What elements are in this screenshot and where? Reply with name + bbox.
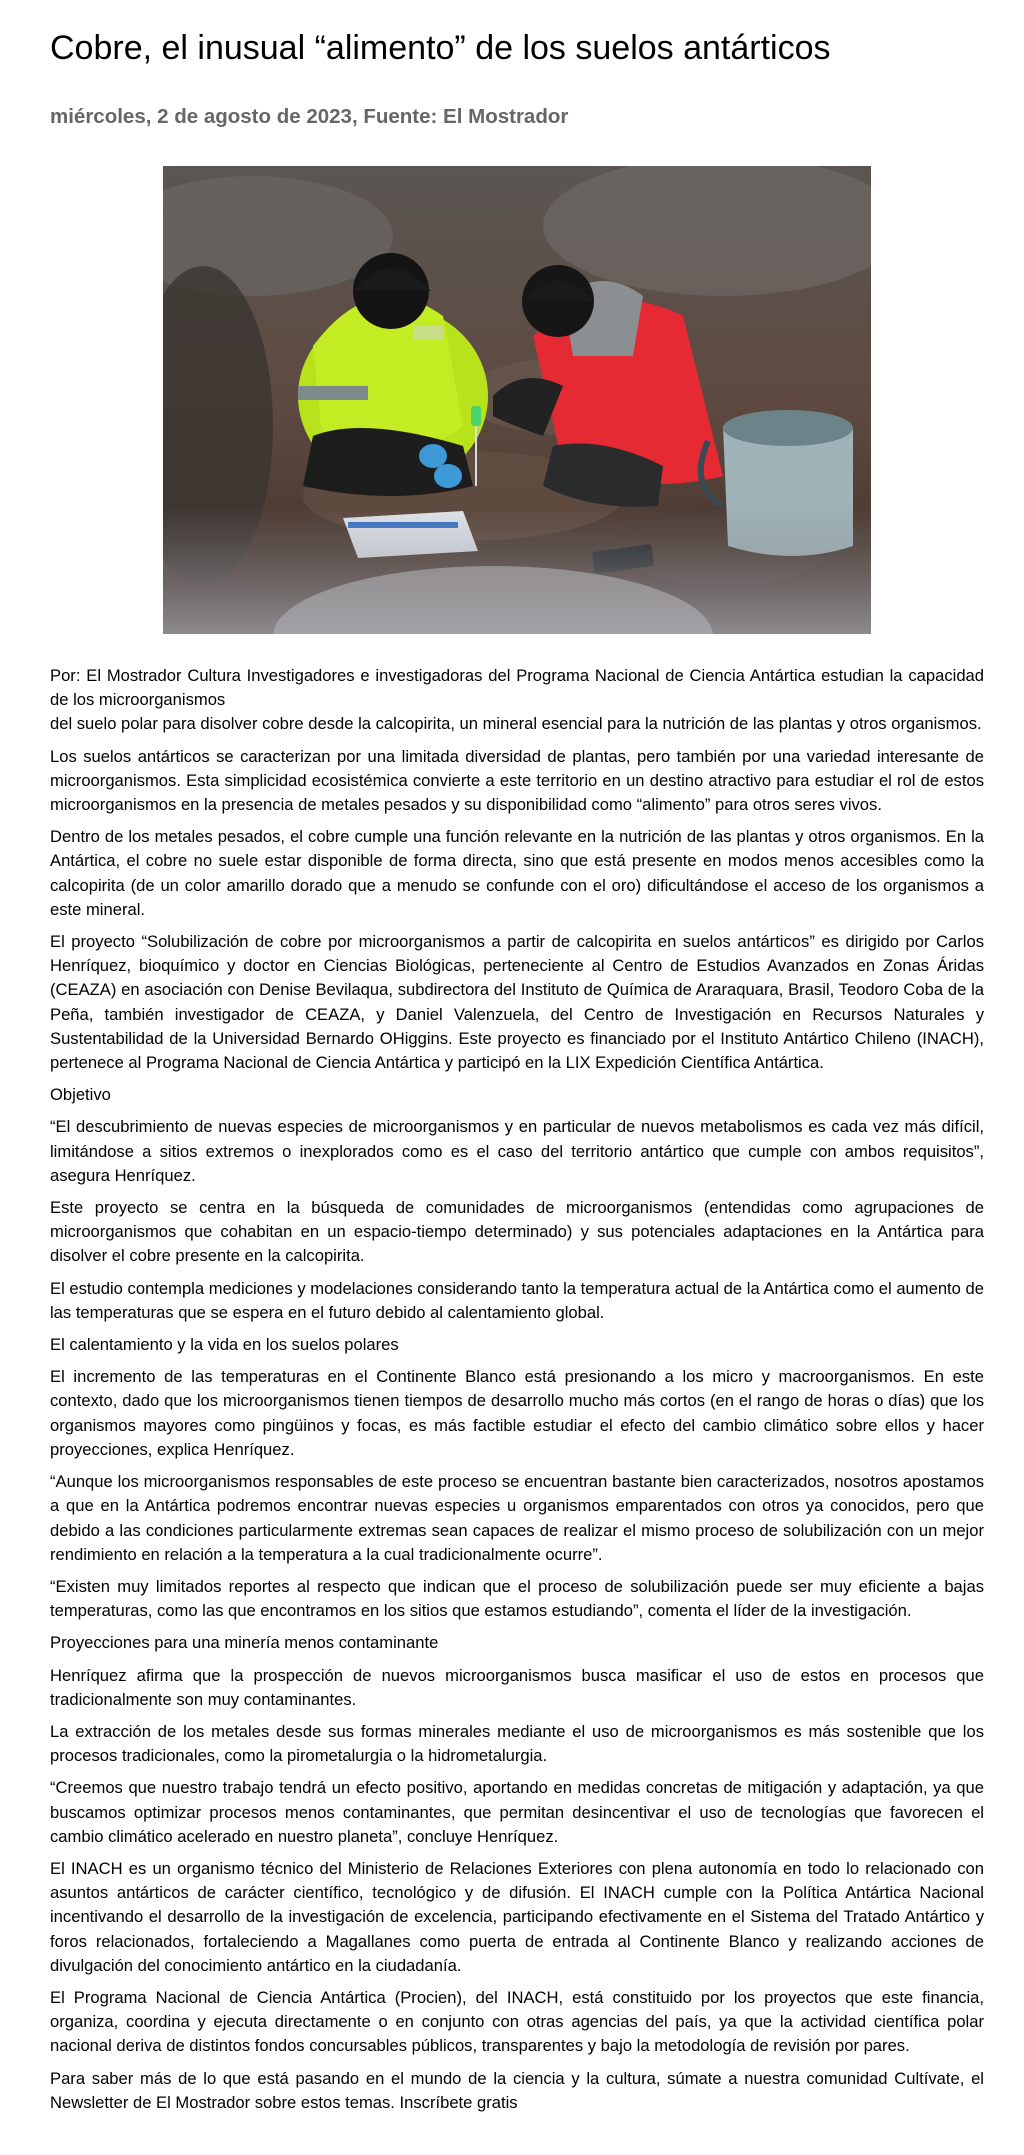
lede-line-1: Por: El Mostrador Cultura Investigadores e investigadoras del Programa Nacional de Ciencia Antártica estudian la capacidad de los microorganismos [50, 666, 984, 710]
paragraph: “Creemos que nuestro trabajo tendrá un efecto positivo, aportando en medidas concretas de mitigación y adaptación, ya que buscamos optimizar procesos menos contaminantes, que permitan desincentivar el uso de tecnologías que favorecen el cambio climático acelerado en nuestro planeta”, concluye Henríquez. [50, 1778, 984, 1846]
section-heading: El calentamiento y la vida en los suelos polares [50, 1335, 399, 1355]
section-heading: Objetivo [50, 1085, 111, 1105]
paragraph: Dentro de los metales pesados, el cobre cumple una función relevante en la nutrición de las plantas y otros organismos. En la Antártica, el cobre no suele estar disponible de forma directa, sino que está presente en modos menos accesibles como la calcopirita (de un color amarillo dorado que a menudo se confunde con el oro) dificultándose el acceso de los organismos a este mineral. [50, 827, 984, 919]
paragraph: El INACH es un organismo técnico del Ministerio de Relaciones Exteriores con plena autonomía en todo lo relacionado con asuntos antárticos de carácter científico, tecnológico y de difusión. El INACH cumple con la Política Antártica Nacional incentivando el desarrollo de la investigación de excelencia, participando efectivamente en el Sistema del Tratado Antártico y foros relacionados, fortaleciendo a Magallanes como puerta de entrada al Continente Blanco y realizando acciones de divulgación del conocimiento antártico en la ciudadanía. [50, 1858, 984, 1975]
article-title: Cobre, el inusual “alimento” de los suelos antárticos [50, 29, 831, 67]
paragraph: Henríquez afirma que la prospección de nuevos microorganismos busca masificar el uso de estos en procesos que tradicionalmente son muy contaminantes. [50, 1665, 984, 1709]
newsletter-paragraph: Para saber más de lo que está pasando en el mundo de la ciencia y la cultura, súmate a nuestra comunidad Cultívate, el Newsletter de El Mostrador sobre estos temas. Inscríbete gratis [50, 2068, 984, 2112]
lede-line-2: del suelo polar para disolver cobre desde la calcopirita, un mineral esencial para la nutrición de las plantas y otros organismos. [50, 714, 982, 734]
article-photo [163, 166, 871, 634]
article-body [50, 664, 984, 2123]
paragraph: La extracción de los metales desde sus formas minerales mediante el uso de microorganismos es más sostenible que los procesos tradicionales, como la pirometalurgia o la hidrometalurgia. [50, 1721, 984, 1766]
paragraph: El proyecto “Solubilización de cobre por microorganismos a partir de calcopirita en suelos antárticos” es dirigido por Carlos Henríquez, bioquímico y doctor en Ciencias Biológicas, perteneciente al Centro de Estudios Avanzados en Zonas Áridas (CEAZA) en asociación con Denise Bevilaqua, subdirectora del Instituto de Química de Araraquara, Brasil, Teodoro Coba de la Peña, también investigador de CEAZA, y Daniel Valenzuela, del Centro de Investigación en Recursos Naturales y Sustentabilidad de la Universidad Bernardo OHiggins. Este proyecto es financiado por el Instituto Antártico Chileno (INACH), pertenece al Programa Nacional de Ciencia Antártica y participó en la LIX Expedición Científica Antártica. [50, 932, 984, 1073]
photo-researchers-icon [163, 166, 871, 634]
paragraph: “El descubrimiento de nuevas especies de microorganismos y en particular de nuevos metabolismos es cada vez más difícil, limitándose a sitios extremos o inexplorados como es el caso del territorio antártico que cumple con ambos requisitos”, asegura Henríquez. [50, 1117, 984, 1185]
section-heading: Proyecciones para una minería menos contaminante [50, 1633, 439, 1653]
paragraph: “Aunque los microorganismos responsables de este proceso se encuentran bastante bien caracterizados, nosotros apostamos a que en la Antártica podremos encontrar nuevas especies u organismos emparentados con otros ya conocidos, pero que debido a las condiciones particularmente extremas sean capaces de realizar el mismo proceso de solubilización con un mejor rendimiento en relación a la temperatura a la cual tradicionalmente ocurre”. [50, 1472, 984, 1564]
paragraph: El Programa Nacional de Ciencia Antártica (Procien), del INACH, está constituido por los proyectos que este financia, organiza, coordina y ejecuta directamente o en conjunto con otras agencias del país, ya que la actividad científica polar nacional deriva de distintos fondos concursables públicos, transparentes y bajo la metodología de revisión por pares. [50, 1987, 984, 2056]
paragraph: “Existen muy limitados reportes al respecto que indican que el proceso de solubilización puede ser muy eficiente a bajas temperaturas, como las que encontramos en los sitios que estamos estudiando”, comenta el líder de la investigación. [50, 1576, 984, 1621]
paragraph: El incremento de las temperaturas en el Continente Blanco está presionando a los micro y macroorganismos. En este contexto, dado que los microorganismos tienen tiempos de desarrollo mucho más cortos (en el rango de horas o días) que los organismos mayores como pingüinos y focas, es más factible estudiar el efecto del cambio climático sobre ellos y hacer proyecciones, explica Henríquez. [50, 1367, 984, 1459]
paragraph: El estudio contempla mediciones y modelaciones considerando tanto la temperatura actual de la Antártica como el aumento de las temperaturas que se espera en el futuro debido al calentamiento global. [50, 1278, 984, 1322]
spacer [50, 737, 984, 745]
article-meta: miércoles, 2 de agosto de 2023, Fuente: El Mostrador [50, 105, 569, 128]
article-lede [50, 664, 984, 737]
paragraph: Los suelos antárticos se caracterizan por una limitada diversidad de plantas, pero también por una variedad interesante de microorganismos. Esta simplicidad ecosistémica convierte a este territorio en un destino atractivo para estudiar el rol de estos microorganismos en la presencia de metales pesados y su disponibilidad como “alimento” para otros seres vivos. [50, 746, 984, 815]
paragraph: Este proyecto se centra en la búsqueda de comunidades de microorganismos (entendidas como agrupaciones de microorganismos que cohabitan en un espacio-tiempo determinado) y sus potenciales adaptaciones en la Antártica para disolver el cobre presente en la calcopirita. [50, 1198, 984, 1266]
